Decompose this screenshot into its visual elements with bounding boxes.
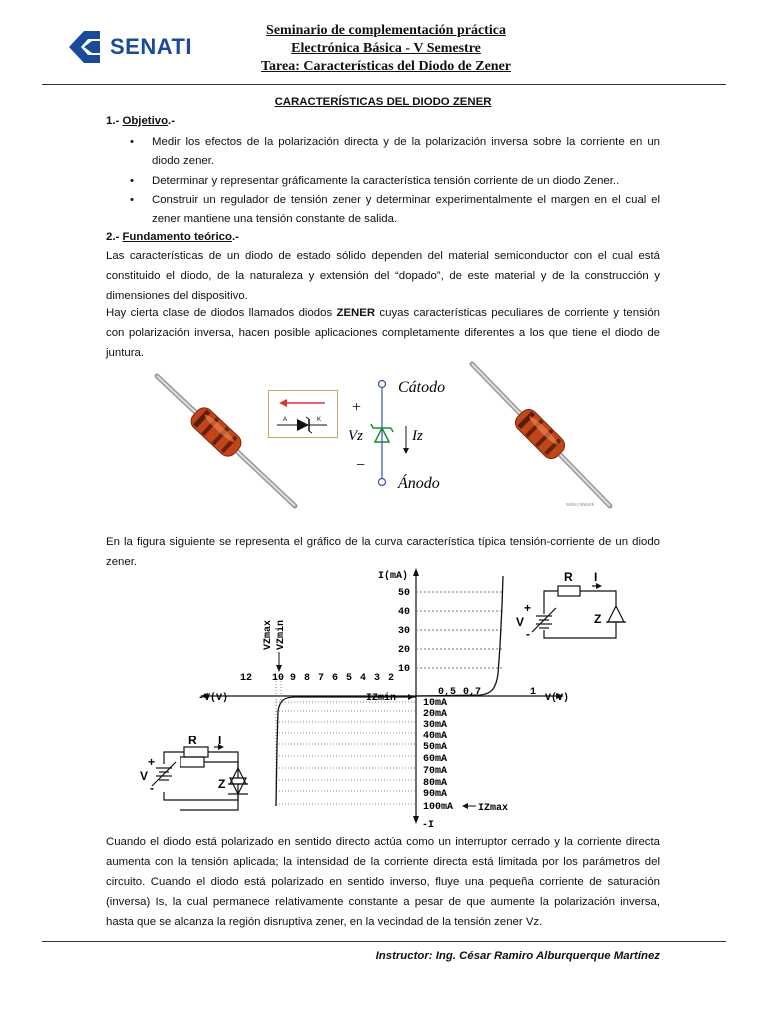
- x-pos-tick: 1: [530, 687, 537, 698]
- neg-i-tick: 20mA: [423, 709, 448, 720]
- paragraph-2: Hay cierta clase de diodos llamados diodos ZENER cuyas características peculiares de corriente y tensión con polarización inversa, hacen posible aplicaciones completamente diferentes a los que tiene el diodo de juntura.: [106, 307, 660, 359]
- circuit-v-label: V: [516, 615, 525, 629]
- circuit-plus: +: [524, 601, 532, 615]
- header-line-1: Seminario de complementación práctica: [266, 23, 506, 38]
- x-pos-tick: 0,5: [438, 687, 457, 698]
- x-pos-label: V(V): [545, 693, 570, 704]
- catodo-label: Cátodo: [398, 379, 446, 396]
- x-neg-tick: 3: [374, 673, 381, 684]
- neg-i-tick: 80mA: [423, 778, 448, 789]
- section-fundamento: 2.- Fundamento teórico.-: [106, 231, 239, 243]
- paragraph-3: En la figura siguiente se representa el gráfico de la curva característica típica tensión-corriente de un diodo zener.: [106, 536, 660, 568]
- header-rule: [42, 84, 726, 85]
- neg-i-tick: 30mA: [423, 720, 448, 731]
- y-axis-label: I(mA): [378, 571, 409, 582]
- diode-symbol-box: [268, 390, 338, 438]
- y-tick: 30: [398, 626, 411, 637]
- doc-title: CARACTERÍSTICAS DEL DIODO ZENER: [274, 96, 492, 108]
- x-neg-tick: 4: [360, 673, 367, 684]
- neg-i-tick: 10mA: [423, 698, 448, 709]
- senati-logo: [66, 28, 206, 66]
- cathode-mark: K: [317, 417, 322, 423]
- circuit-z-label: Z: [594, 612, 602, 626]
- izmax-label: IZmax: [478, 803, 509, 814]
- y-tick: 10: [398, 664, 411, 675]
- x-neg-tick: 10: [272, 673, 285, 684]
- x-neg-tick: 7: [318, 673, 325, 684]
- zener-schematic: [340, 372, 460, 500]
- vzmin-label: VZmin: [276, 619, 287, 650]
- plus-label: +: [352, 399, 362, 416]
- neg-i-tick: 100mA: [423, 802, 454, 813]
- vz-label: Vz: [348, 428, 363, 444]
- x-neg-label: -V(V): [198, 693, 229, 704]
- anodo-label: Ánodo: [398, 475, 440, 492]
- instructor-line: Instructor: Ing. César Ramiro Alburquerque Martínez: [375, 950, 660, 962]
- x-neg-tick: 5: [346, 673, 353, 684]
- circuit-r-label: R: [564, 570, 573, 584]
- neg-i-tick: 40mA: [423, 731, 448, 742]
- x-neg-tick: 6: [332, 673, 339, 684]
- circuit-i-label: I: [594, 570, 598, 584]
- circuit-v-label: V: [140, 769, 149, 783]
- x-neg-tick: 2: [388, 673, 395, 684]
- circuit-upper: [532, 586, 626, 638]
- header-line-2: Electrónica Básica - V Semestre: [291, 41, 481, 56]
- footer-rule: [42, 941, 726, 942]
- zener-photo-right: [468, 360, 616, 510]
- watermark: www.newark: [566, 502, 595, 508]
- neg-i-tick: 60mA: [423, 754, 448, 765]
- neg-i-tick: 50mA: [423, 742, 448, 753]
- circuit-r-label: R: [188, 736, 197, 747]
- circuit-i-label: I: [218, 736, 222, 747]
- izmin-label: IZmin: [366, 693, 397, 704]
- paragraph-4: Cuando el diodo está polarizado en sentido directo actúa como un interruptor cerrado y la corriente directa aumenta con la tensión aplicada; la intensidad de la corriente directa está limitada por los parámetros del circuito. Cuando el diodo está polarizado en sentido inverso, fluye una pequeña corriente de saturación (inversa) Is, la cual permanece relativamente constante a pesar de que aumente la polarización inversa, hasta que se alcanza la región disruptiva zener, en la vecindad de la tensión zener Vz.: [106, 836, 660, 928]
- section-objetivo: 1.- Objetivo.-: [106, 115, 176, 127]
- x-pos-tick: 0,7: [463, 687, 482, 698]
- x-neg-tick: 9: [290, 673, 297, 684]
- minus-label: −: [356, 457, 366, 474]
- x-neg-tick: 8: [304, 673, 311, 684]
- anode-mark: A: [283, 417, 288, 423]
- neg-i-tick: 90mA: [423, 789, 448, 800]
- x-neg-tick: 12: [240, 673, 253, 684]
- circuit-minus: -: [150, 781, 154, 795]
- vzmax-label: VZmax: [263, 619, 274, 650]
- iz-label: Iz: [412, 428, 423, 444]
- circuit-minus: -: [526, 627, 530, 641]
- header-line-3: Tarea: Características del Diodo de Zener: [260, 59, 511, 74]
- neg-i-label: -I: [422, 820, 435, 830]
- y-tick: 50: [398, 588, 411, 599]
- circuit-z-label: Z: [218, 777, 226, 791]
- brand-name: SENATI: [110, 34, 193, 59]
- circuit-plus: +: [148, 755, 156, 769]
- paragraph-1: Las características de un diodo de estado sólido dependen del material semiconductor con el cual está constituido el diodo, de la naturaleza y extensión del “dopado”, de este material y de la construcción y dimensiones del dispositivo.: [106, 250, 660, 302]
- circuit-lower-left: [138, 736, 258, 816]
- y-tick: 40: [398, 607, 411, 618]
- y-tick: 20: [398, 645, 411, 656]
- neg-i-tick: 70mA: [423, 766, 448, 777]
